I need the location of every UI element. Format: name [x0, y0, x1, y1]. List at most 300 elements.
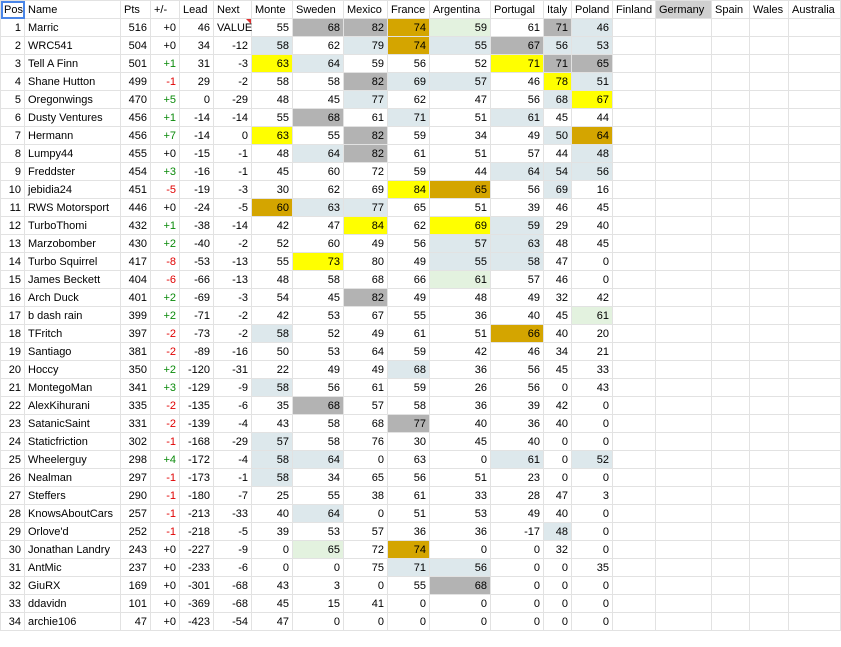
cell-name[interactable]: RWS Motorsport	[25, 199, 121, 217]
cell-pos[interactable]: 20	[1, 361, 25, 379]
cell-empty[interactable]	[656, 145, 712, 163]
cell-next[interactable]: -13	[214, 271, 252, 289]
cell-name[interactable]: Hoccy	[25, 361, 121, 379]
cell-score[interactable]: 21	[572, 343, 613, 361]
cell-score[interactable]: 62	[293, 181, 344, 199]
cell-pts[interactable]: 335	[121, 397, 151, 415]
cell-score[interactable]: 45	[252, 595, 293, 613]
header-france[interactable]: France	[388, 1, 430, 19]
cell-score[interactable]: 61	[388, 487, 430, 505]
cell-lead[interactable]: -139	[180, 415, 214, 433]
cell-score[interactable]: 54	[544, 163, 572, 181]
cell-pos[interactable]: 15	[1, 271, 25, 289]
cell-score[interactable]: 84	[388, 181, 430, 199]
cell-empty[interactable]	[656, 91, 712, 109]
cell-empty[interactable]	[656, 379, 712, 397]
cell-lead[interactable]: -66	[180, 271, 214, 289]
cell-lead[interactable]: -89	[180, 343, 214, 361]
cell-pos[interactable]: 4	[1, 73, 25, 91]
cell-next[interactable]: -68	[214, 595, 252, 613]
cell-score[interactable]: 64	[491, 163, 544, 181]
cell-lead[interactable]: -53	[180, 253, 214, 271]
cell-score[interactable]: 61	[344, 379, 388, 397]
cell-empty[interactable]	[656, 595, 712, 613]
cell-score[interactable]: 0	[388, 595, 430, 613]
cell-lead[interactable]: -129	[180, 379, 214, 397]
cell-name[interactable]: Oregonwings	[25, 91, 121, 109]
cell-score[interactable]: 39	[252, 523, 293, 541]
cell-empty[interactable]	[656, 433, 712, 451]
cell-empty[interactable]	[750, 397, 789, 415]
cell-score[interactable]: 0	[344, 505, 388, 523]
cell-empty[interactable]	[712, 505, 750, 523]
cell-lead[interactable]: -301	[180, 577, 214, 595]
cell-next[interactable]: -54	[214, 613, 252, 631]
cell-score[interactable]: 36	[430, 307, 491, 325]
cell-next[interactable]: -4	[214, 451, 252, 469]
cell-empty[interactable]	[789, 595, 841, 613]
cell-lead[interactable]: -180	[180, 487, 214, 505]
cell-name[interactable]: Freddster	[25, 163, 121, 181]
cell-score[interactable]: 0	[388, 613, 430, 631]
cell-empty[interactable]	[750, 379, 789, 397]
cell-score[interactable]: 52	[252, 235, 293, 253]
cell-score[interactable]: 57	[430, 73, 491, 91]
cell-pos[interactable]: 17	[1, 307, 25, 325]
cell-score[interactable]: 0	[430, 613, 491, 631]
cell-score[interactable]: 69	[344, 181, 388, 199]
cell-score[interactable]: 71	[388, 559, 430, 577]
cell-empty[interactable]	[656, 469, 712, 487]
cell-pts[interactable]: 454	[121, 163, 151, 181]
cell-pts[interactable]: 381	[121, 343, 151, 361]
cell-score[interactable]: 50	[544, 127, 572, 145]
cell-score[interactable]: 28	[491, 487, 544, 505]
cell-score[interactable]: 16	[572, 181, 613, 199]
cell-next[interactable]: -2	[214, 73, 252, 91]
cell-lead[interactable]: 0	[180, 91, 214, 109]
cell-empty[interactable]	[613, 19, 656, 37]
cell-empty[interactable]	[613, 181, 656, 199]
cell-score[interactable]: 0	[572, 523, 613, 541]
cell-empty[interactable]	[712, 559, 750, 577]
cell-score[interactable]: 41	[344, 595, 388, 613]
cell-score[interactable]: 0	[544, 379, 572, 397]
cell-score[interactable]: 67	[344, 307, 388, 325]
cell-score[interactable]: 69	[430, 217, 491, 235]
cell-name[interactable]: Santiago	[25, 343, 121, 361]
cell-score[interactable]: 29	[544, 217, 572, 235]
cell-name[interactable]: AlexKihurani	[25, 397, 121, 415]
cell-name[interactable]: ddavidn	[25, 595, 121, 613]
cell-score[interactable]: 55	[252, 19, 293, 37]
cell-score[interactable]: 64	[293, 451, 344, 469]
cell-pts[interactable]: 516	[121, 19, 151, 37]
cell-next[interactable]: 0	[214, 127, 252, 145]
cell-empty[interactable]	[656, 73, 712, 91]
cell-score[interactable]: 0	[572, 469, 613, 487]
cell-empty[interactable]	[712, 325, 750, 343]
cell-score[interactable]: 49	[491, 505, 544, 523]
cell-pts[interactable]: 302	[121, 433, 151, 451]
cell-empty[interactable]	[789, 289, 841, 307]
cell-name[interactable]: GiuRX	[25, 577, 121, 595]
cell-score[interactable]: 63	[252, 55, 293, 73]
cell-score[interactable]: 59	[430, 19, 491, 37]
cell-empty[interactable]	[789, 523, 841, 541]
cell-next[interactable]: -33	[214, 505, 252, 523]
cell-empty[interactable]	[712, 37, 750, 55]
cell-pts[interactable]: 504	[121, 37, 151, 55]
cell-score[interactable]: 43	[572, 379, 613, 397]
cell-score[interactable]: 65	[572, 55, 613, 73]
cell-pos[interactable]: 18	[1, 325, 25, 343]
cell-name[interactable]: Nealman	[25, 469, 121, 487]
cell-empty[interactable]	[789, 559, 841, 577]
cell-score[interactable]: 74	[388, 541, 430, 559]
cell-pts[interactable]: 401	[121, 289, 151, 307]
cell-score[interactable]: 60	[293, 235, 344, 253]
cell-score[interactable]: 45	[252, 163, 293, 181]
cell-score[interactable]: 35	[572, 559, 613, 577]
cell-score[interactable]: 58	[252, 73, 293, 91]
cell-score[interactable]: 77	[344, 91, 388, 109]
cell-score[interactable]: 32	[544, 289, 572, 307]
cell-pos[interactable]: 32	[1, 577, 25, 595]
cell-empty[interactable]	[656, 235, 712, 253]
cell-next[interactable]: VALUE	[214, 19, 252, 37]
cell-score[interactable]: 49	[344, 235, 388, 253]
cell-empty[interactable]	[750, 469, 789, 487]
cell-pts[interactable]: 501	[121, 55, 151, 73]
cell-score[interactable]: 48	[252, 145, 293, 163]
cell-score[interactable]: 43	[252, 577, 293, 595]
cell-score[interactable]: 0	[572, 541, 613, 559]
cell-empty[interactable]	[789, 415, 841, 433]
cell-lead[interactable]: -71	[180, 307, 214, 325]
cell-pts[interactable]: 252	[121, 523, 151, 541]
cell-pos[interactable]: 26	[1, 469, 25, 487]
cell-name[interactable]: Staticfriction	[25, 433, 121, 451]
cell-next[interactable]: -2	[214, 325, 252, 343]
cell-pts[interactable]: 455	[121, 145, 151, 163]
cell-score[interactable]: 53	[293, 307, 344, 325]
cell-lead[interactable]: -213	[180, 505, 214, 523]
cell-score[interactable]: 51	[388, 505, 430, 523]
cell-score[interactable]: 42	[252, 217, 293, 235]
cell-score[interactable]: 44	[430, 163, 491, 181]
cell-next[interactable]: -12	[214, 37, 252, 55]
cell-score[interactable]: 36	[388, 523, 430, 541]
cell-empty[interactable]	[656, 55, 712, 73]
header-delta[interactable]: +/-	[151, 1, 180, 19]
cell-score[interactable]: 57	[491, 145, 544, 163]
cell-empty[interactable]	[789, 253, 841, 271]
cell-score[interactable]: 63	[491, 235, 544, 253]
cell-score[interactable]: 65	[344, 469, 388, 487]
cell-score[interactable]: 58	[252, 469, 293, 487]
cell-pos[interactable]: 12	[1, 217, 25, 235]
cell-score[interactable]: 23	[491, 469, 544, 487]
cell-empty[interactable]	[750, 271, 789, 289]
cell-score[interactable]: 0	[252, 541, 293, 559]
cell-score[interactable]: 0	[544, 469, 572, 487]
cell-name[interactable]: James Beckett	[25, 271, 121, 289]
cell-lead[interactable]: -14	[180, 109, 214, 127]
cell-empty[interactable]	[750, 235, 789, 253]
cell-score[interactable]: 47	[544, 487, 572, 505]
cell-lead[interactable]: -69	[180, 289, 214, 307]
cell-score[interactable]: 40	[430, 415, 491, 433]
cell-empty[interactable]	[613, 253, 656, 271]
cell-score[interactable]: 61	[388, 145, 430, 163]
cell-score[interactable]: 63	[388, 451, 430, 469]
cell-lead[interactable]: -14	[180, 127, 214, 145]
cell-score[interactable]: 40	[252, 505, 293, 523]
cell-pts[interactable]: 470	[121, 91, 151, 109]
cell-next[interactable]: -1	[214, 145, 252, 163]
cell-score[interactable]: 61	[344, 109, 388, 127]
cell-score[interactable]: 48	[430, 289, 491, 307]
cell-score[interactable]: 59	[388, 127, 430, 145]
cell-score[interactable]: 56	[544, 37, 572, 55]
cell-next[interactable]: -31	[214, 361, 252, 379]
cell-empty[interactable]	[789, 163, 841, 181]
cell-empty[interactable]	[656, 325, 712, 343]
cell-pos[interactable]: 16	[1, 289, 25, 307]
cell-score[interactable]: 32	[544, 541, 572, 559]
cell-name[interactable]: SatanicSaint	[25, 415, 121, 433]
cell-empty[interactable]	[789, 235, 841, 253]
cell-empty[interactable]	[712, 163, 750, 181]
cell-score[interactable]: 42	[430, 343, 491, 361]
cell-next[interactable]: -14	[214, 217, 252, 235]
cell-score[interactable]: 55	[430, 253, 491, 271]
cell-next[interactable]: -3	[214, 289, 252, 307]
cell-empty[interactable]	[712, 145, 750, 163]
cell-pos[interactable]: 34	[1, 613, 25, 631]
cell-score[interactable]: 55	[252, 109, 293, 127]
cell-score[interactable]: 36	[491, 415, 544, 433]
cell-empty[interactable]	[750, 433, 789, 451]
cell-delta[interactable]: +3	[151, 379, 180, 397]
cell-pos[interactable]: 8	[1, 145, 25, 163]
cell-next[interactable]: -9	[214, 379, 252, 397]
cell-empty[interactable]	[750, 109, 789, 127]
cell-next[interactable]: -7	[214, 487, 252, 505]
cell-score[interactable]: 33	[430, 487, 491, 505]
cell-empty[interactable]	[613, 433, 656, 451]
cell-pos[interactable]: 28	[1, 505, 25, 523]
cell-empty[interactable]	[789, 325, 841, 343]
cell-score[interactable]: 43	[252, 415, 293, 433]
header-pts[interactable]: Pts	[121, 1, 151, 19]
cell-score[interactable]: 45	[572, 199, 613, 217]
cell-empty[interactable]	[750, 199, 789, 217]
cell-next[interactable]: -9	[214, 541, 252, 559]
cell-score[interactable]: 72	[344, 541, 388, 559]
cell-delta[interactable]: -1	[151, 469, 180, 487]
cell-pts[interactable]: 47	[121, 613, 151, 631]
cell-score[interactable]: 34	[293, 469, 344, 487]
cell-score[interactable]: 60	[252, 199, 293, 217]
cell-score[interactable]: 68	[344, 415, 388, 433]
cell-score[interactable]: 61	[388, 325, 430, 343]
cell-empty[interactable]	[789, 145, 841, 163]
cell-pts[interactable]: 298	[121, 451, 151, 469]
cell-next[interactable]: -16	[214, 343, 252, 361]
cell-empty[interactable]	[712, 379, 750, 397]
cell-score[interactable]: 68	[344, 271, 388, 289]
cell-score[interactable]: 80	[344, 253, 388, 271]
cell-score[interactable]: 42	[572, 289, 613, 307]
cell-empty[interactable]	[750, 505, 789, 523]
cell-pts[interactable]: 432	[121, 217, 151, 235]
cell-lead[interactable]: -120	[180, 361, 214, 379]
cell-score[interactable]: 20	[572, 325, 613, 343]
cell-score[interactable]: 56	[430, 559, 491, 577]
cell-score[interactable]: 40	[544, 415, 572, 433]
cell-empty[interactable]	[750, 361, 789, 379]
cell-delta[interactable]: -2	[151, 343, 180, 361]
header-poland[interactable]: Poland	[572, 1, 613, 19]
cell-score[interactable]: 58	[252, 451, 293, 469]
cell-score[interactable]: 53	[293, 343, 344, 361]
cell-score[interactable]: 0	[544, 433, 572, 451]
cell-empty[interactable]	[789, 91, 841, 109]
cell-score[interactable]: 46	[544, 271, 572, 289]
cell-empty[interactable]	[712, 361, 750, 379]
cell-score[interactable]: 45	[544, 307, 572, 325]
header-lead[interactable]: Lead	[180, 1, 214, 19]
cell-score[interactable]: 0	[572, 415, 613, 433]
cell-score[interactable]: 55	[388, 577, 430, 595]
cell-empty[interactable]	[750, 73, 789, 91]
header-portugal[interactable]: Portugal	[491, 1, 544, 19]
cell-next[interactable]: -29	[214, 91, 252, 109]
cell-score[interactable]: 59	[388, 163, 430, 181]
cell-delta[interactable]: -1	[151, 73, 180, 91]
cell-score[interactable]: 59	[388, 343, 430, 361]
cell-name[interactable]: archie106	[25, 613, 121, 631]
cell-score[interactable]: 59	[344, 55, 388, 73]
cell-name[interactable]: Dusty Ventures	[25, 109, 121, 127]
cell-empty[interactable]	[789, 397, 841, 415]
cell-next[interactable]: -14	[214, 109, 252, 127]
cell-score[interactable]: 40	[544, 505, 572, 523]
cell-empty[interactable]	[712, 19, 750, 37]
cell-score[interactable]: 55	[430, 37, 491, 55]
cell-pts[interactable]: 451	[121, 181, 151, 199]
cell-score[interactable]: 57	[344, 523, 388, 541]
cell-score[interactable]: 52	[430, 55, 491, 73]
cell-next[interactable]: -3	[214, 55, 252, 73]
cell-pts[interactable]: 456	[121, 109, 151, 127]
cell-empty[interactable]	[712, 595, 750, 613]
cell-empty[interactable]	[750, 343, 789, 361]
cell-empty[interactable]	[750, 613, 789, 631]
cell-score[interactable]: 52	[572, 451, 613, 469]
cell-pts[interactable]: 499	[121, 73, 151, 91]
header-italy[interactable]: Italy	[544, 1, 572, 19]
cell-empty[interactable]	[750, 451, 789, 469]
cell-empty[interactable]	[656, 577, 712, 595]
cell-lead[interactable]: 29	[180, 73, 214, 91]
cell-score[interactable]: 0	[293, 559, 344, 577]
cell-delta[interactable]: +3	[151, 163, 180, 181]
cell-next[interactable]: -1	[214, 469, 252, 487]
cell-score[interactable]: 48	[544, 235, 572, 253]
cell-score[interactable]: 0	[293, 613, 344, 631]
cell-empty[interactable]	[613, 505, 656, 523]
cell-lead[interactable]: -423	[180, 613, 214, 631]
cell-delta[interactable]: +0	[151, 19, 180, 37]
cell-delta[interactable]: -2	[151, 415, 180, 433]
cell-empty[interactable]	[789, 127, 841, 145]
cell-empty[interactable]	[750, 37, 789, 55]
cell-empty[interactable]	[750, 19, 789, 37]
cell-score[interactable]: 45	[430, 433, 491, 451]
cell-score[interactable]: 72	[344, 163, 388, 181]
cell-delta[interactable]: +2	[151, 307, 180, 325]
cell-score[interactable]: 40	[491, 433, 544, 451]
cell-score[interactable]: 49	[491, 127, 544, 145]
cell-score[interactable]: 82	[344, 289, 388, 307]
cell-pts[interactable]: 237	[121, 559, 151, 577]
cell-score[interactable]: 45	[544, 361, 572, 379]
cell-pts[interactable]: 243	[121, 541, 151, 559]
cell-score[interactable]: 51	[572, 73, 613, 91]
cell-delta[interactable]: -8	[151, 253, 180, 271]
cell-empty[interactable]	[712, 541, 750, 559]
cell-next[interactable]: -5	[214, 199, 252, 217]
cell-lead[interactable]: 31	[180, 55, 214, 73]
cell-score[interactable]: 68	[388, 361, 430, 379]
cell-score[interactable]: 36	[430, 397, 491, 415]
cell-score[interactable]: 69	[388, 73, 430, 91]
cell-score[interactable]: 40	[572, 217, 613, 235]
cell-empty[interactable]	[613, 451, 656, 469]
cell-empty[interactable]	[789, 487, 841, 505]
cell-lead[interactable]: -24	[180, 199, 214, 217]
cell-empty[interactable]	[750, 253, 789, 271]
cell-empty[interactable]	[789, 613, 841, 631]
cell-score[interactable]: 0	[430, 595, 491, 613]
cell-empty[interactable]	[789, 109, 841, 127]
cell-delta[interactable]: +0	[151, 541, 180, 559]
cell-delta[interactable]: +2	[151, 289, 180, 307]
cell-lead[interactable]: -15	[180, 145, 214, 163]
cell-score[interactable]: 75	[344, 559, 388, 577]
cell-score[interactable]: 0	[252, 559, 293, 577]
cell-empty[interactable]	[789, 73, 841, 91]
cell-empty[interactable]	[613, 415, 656, 433]
cell-score[interactable]: 82	[344, 73, 388, 91]
cell-score[interactable]: 48	[252, 91, 293, 109]
cell-pts[interactable]: 399	[121, 307, 151, 325]
cell-name[interactable]: b dash rain	[25, 307, 121, 325]
cell-pos[interactable]: 3	[1, 55, 25, 73]
cell-pos[interactable]: 24	[1, 433, 25, 451]
cell-score[interactable]: 40	[544, 325, 572, 343]
cell-pts[interactable]: 341	[121, 379, 151, 397]
cell-name[interactable]: TFritch	[25, 325, 121, 343]
cell-empty[interactable]	[789, 271, 841, 289]
header-pos[interactable]: Pos	[1, 1, 25, 19]
cell-empty[interactable]	[656, 163, 712, 181]
cell-empty[interactable]	[656, 397, 712, 415]
cell-delta[interactable]: -2	[151, 325, 180, 343]
